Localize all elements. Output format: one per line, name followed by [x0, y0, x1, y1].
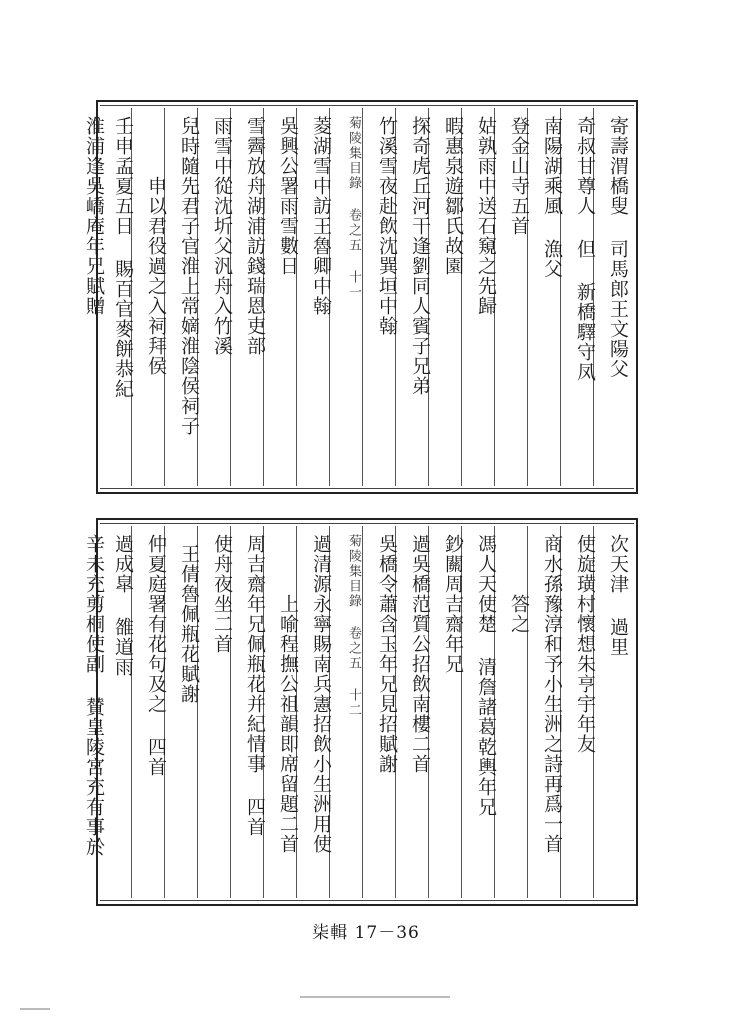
- text-column: 答之: [508, 594, 530, 634]
- text-column: 寄壽渭橋叟 司馬郎王文陽父: [607, 116, 629, 379]
- text-column: 周吉齋年兄佩瓶花并紀情事 四首: [244, 534, 266, 837]
- text-column: 登金山寺五首: [508, 116, 530, 236]
- text-column: 南陽湖乘風 漁父: [541, 116, 563, 279]
- text-column: 探奇虎丘河干逢劉同人賓子兄弟: [409, 116, 431, 396]
- text-column: 暇惠泉遊鄒氏故園: [442, 116, 464, 276]
- bottom-text-panel: [83, 518, 638, 906]
- text-column: 使舟夜坐二首: [211, 534, 233, 654]
- text-column: 上喻程撫公祖韻即席留題二首: [277, 594, 299, 854]
- folio-center-heading: 菊陵集目錄 卷之五 十一: [346, 116, 361, 300]
- text-column: 菱湖雪中訪王魯卿中翰: [310, 116, 332, 316]
- text-column: 仲夏庭署有花句及之 四首: [145, 534, 167, 777]
- scan-artifact: [20, 1008, 50, 1010]
- scan-artifact: [300, 996, 450, 998]
- text-column: 淮浦逢吳嶠庵年兄賦贈: [83, 116, 105, 316]
- text-column: 雨雪中從沈圻父汎舟入竹溪: [211, 116, 233, 356]
- top-text-panel: [83, 100, 638, 494]
- text-column: 鈔關周吉齋年兄: [442, 534, 464, 674]
- text-column: 申以君役過之入祠拜侯: [145, 176, 167, 376]
- text-column: 竹溪雪夜赴飲沈巽垣中翰: [376, 116, 398, 336]
- text-column: 使旋璜村懷想朱亨宇年友: [574, 534, 596, 754]
- page-number: 柒輯 17－36: [312, 923, 420, 943]
- text-column: 兒時隨先君子官淮上常嫡淮陰侯祠子: [178, 116, 200, 436]
- text-column: 次天津 過里: [607, 534, 629, 657]
- text-column: 雪霽放舟湖浦訪錢瑞恩吏部: [244, 116, 266, 356]
- text-column: 過吳橋范質公招飲南樓二首: [409, 534, 431, 774]
- text-column: 奇叔甘尊人 但 新橋驛守凤: [574, 116, 596, 382]
- folio-center-heading: 菊陵集目錄 卷之五 十二: [346, 534, 361, 718]
- text-column: 辛未充剪桐使副 賛皇陵宮充有事於: [83, 534, 105, 857]
- text-column: 姑孰雨中送石窺之先歸: [475, 116, 497, 316]
- text-column: 吳興公署雨雪數日: [277, 116, 299, 276]
- text-column: 馮人天使楚 清詹諸葛乾輿年兄: [475, 534, 497, 817]
- text-column: 過清源永寧賜南兵憲招飲小生洲用使: [310, 534, 332, 854]
- text-column: 壬申孟夏五日 賜百官麥餅恭紀: [112, 116, 134, 399]
- text-column: 過成皐 雒道雨: [112, 534, 134, 677]
- text-column: 王倩魯佩瓶花賦謝: [178, 544, 200, 704]
- text-column: 商水孫豫淳和予小生洲之詩再爲一首: [541, 534, 563, 854]
- text-column: 吳橋令蕭含玉年兄見招賦謝: [376, 534, 398, 774]
